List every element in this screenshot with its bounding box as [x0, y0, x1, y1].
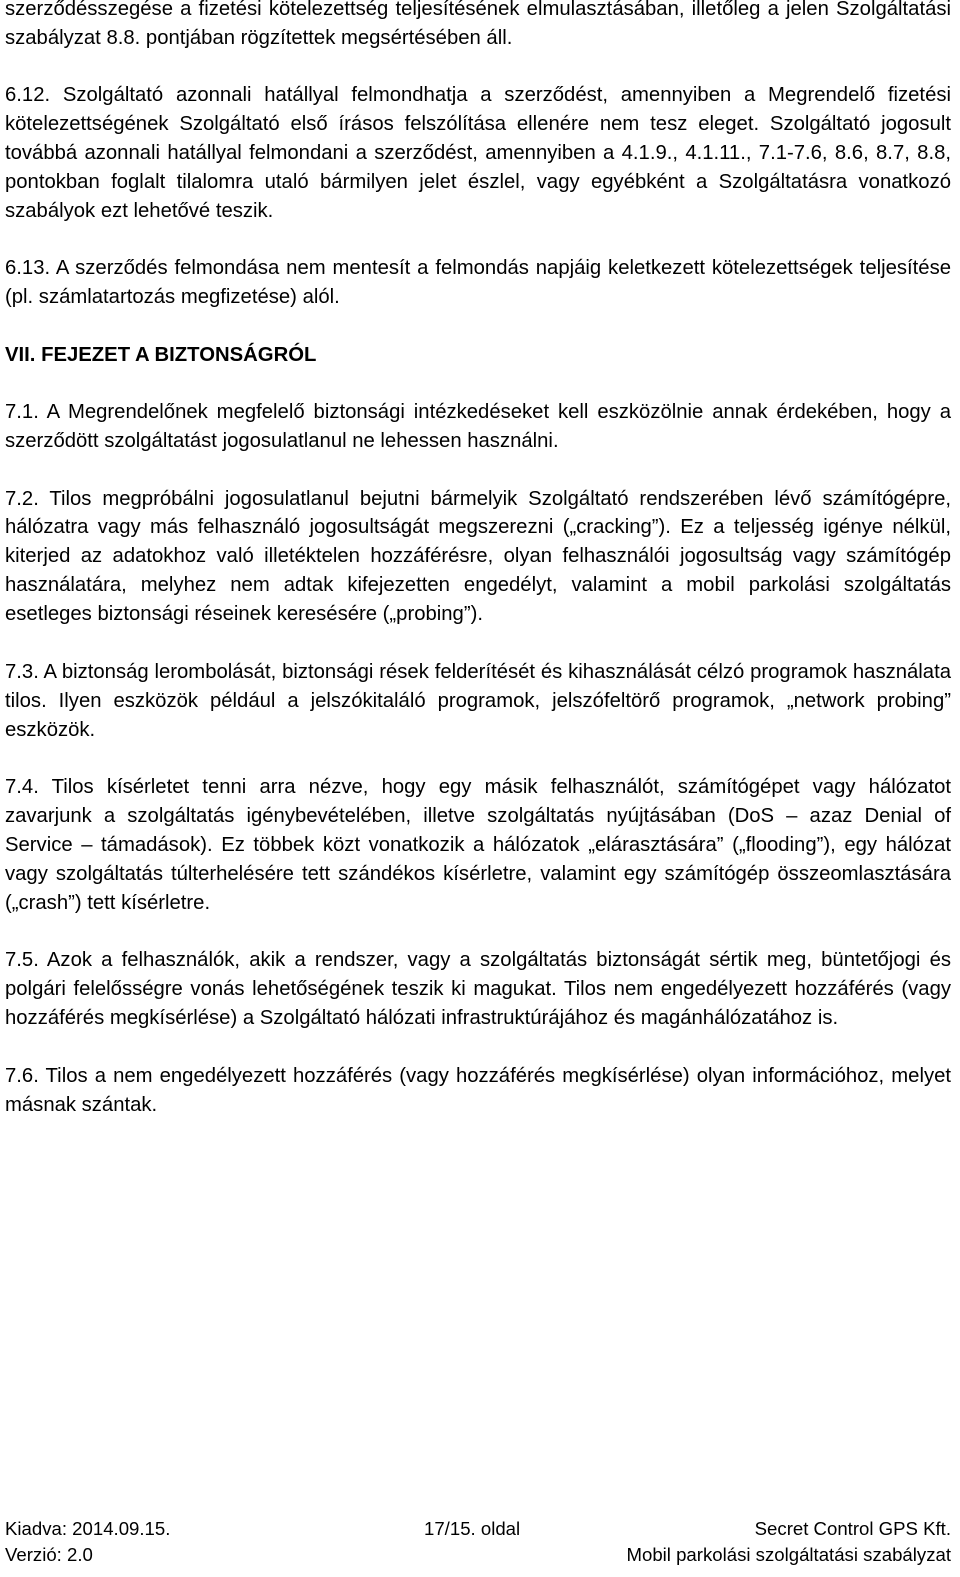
paragraph-7-4: 7.4. Tilos kísérletet tenni arra nézve, hogy egy másik felhasználót, számítógépet vagy hálózatot zavarjunk a szolgáltatás igénybevételében, illetve szolgáltatás nyújtásában (DoS – azaz Denial of Service – támadások). Ez többek közt vonatkozik a hálózatok „elárasztására” („flooding”), egy hálózat vagy szolgáltatás túlterhelésére tett szándékos kísérletre, valamint egy számítógép összeomlasztására („crash”) tett kísérletre.	[5, 776, 951, 914]
document-page	[5, 0, 951, 1120]
footer-company: Secret Control GPS Kft.	[754, 1518, 951, 1539]
footer-issued-date: Kiadva: 2014.09.15.	[5, 1518, 171, 1539]
paragraph-7-6: 7.6. Tilos a nem engedélyezett hozzáférés (vagy hozzáférés megkísérlése) olyan információhoz, melyet másnak szántak.	[5, 1064, 951, 1116]
paragraph-6-13: 6.13. A szerződés felmondása nem mentesít a felmondás napjáig keletkezett kötelezettségek teljesítése (pl. számlatartozás megfizetése) alól.	[5, 257, 951, 309]
paragraph-7-2: 7.2. Tilos megpróbálni jogosulatlanul bejutni bármelyik Szolgáltató rendszerében lévő számítógépre, hálózatra vagy más felhasználó jogosultságát megszerezni („cracking”). Ez a teljesség igénye nélkül, kiterjed az adatokhoz való illetéktelen hozzáférésre, olyan felhasználói jogosultság vagy számítógép használatára, melyhez nem adtak kifejezetten engedélyt, valamint a mobil parkolási szolgáltatás esetleges biztonsági réseinek keresésére („probing”).	[5, 487, 951, 626]
footer-version: Verzió: 2.0	[5, 1544, 93, 1565]
paragraph-6-12: 6.12. Szolgáltató azonnali hatállyal felmondhatja a szerződést, amennyiben a Megrendelő fizetési kötelezettségének Szolgáltató első írásos felszólítása ellenére nem tesz eleget. Szolgáltató jogosult továbbá azonnali hatállyal felmondani a szerződést, amennyiben a 4.1.9., 4.1.11., 7.1-7.6, 8.6, 8.7, 8.8, pontokban foglalt tilalomra utaló bármilyen jelet észlel, vagy egyébként a Szolgáltatásra vonatkozó szabályok ezt lehetővé teszik.	[5, 84, 951, 222]
paragraph-7-5: 7.5. Azok a felhasználók, akik a rendszer, vagy a szolgáltatás biztonságát sértik meg, büntetőjogi és polgári felelősségre vonás lehetőségének teszik ki magukat. Tilos nem engedélyezett hozzáférés (vagy hozzáférés megkísérlése) a Szolgáltató hálózati infrastruktúrájához és magánhálózatához is.	[5, 949, 951, 1030]
chapter-heading: VII. FEJEZET A BIZTONSÁGRÓL	[5, 343, 317, 366]
footer-document-title: Mobil parkolási szolgáltatási szabályzat	[626, 1544, 951, 1565]
paragraph-7-1: 7.1. A Megrendelőnek megfelelő biztonsági intézkedéseket kell eszközölnie annak érdekében, hogy a szerződött szolgáltatást jogosulatlanul ne lehessen használni.	[5, 401, 951, 452]
page-footer	[5, 1516, 951, 1568]
paragraph-7-3: 7.3. A biztonság lerombolását, biztonsági rések felderítését és kihasználását célzó programok használata tilos. Ilyen eszközök például a jelszókitaláló programok, jelszófeltörő programok, „network probing” eszközök.	[5, 660, 951, 741]
paragraph-intro: szerződésszegése a fizetési kötelezettség teljesítésének elmulasztásában, illetőleg a jelen Szolgáltatási szabályzat 8.8. pontjában rögzítettek megsértésében áll.	[5, 0, 951, 49]
footer-page-number: 17/15. oldal	[424, 1518, 521, 1539]
